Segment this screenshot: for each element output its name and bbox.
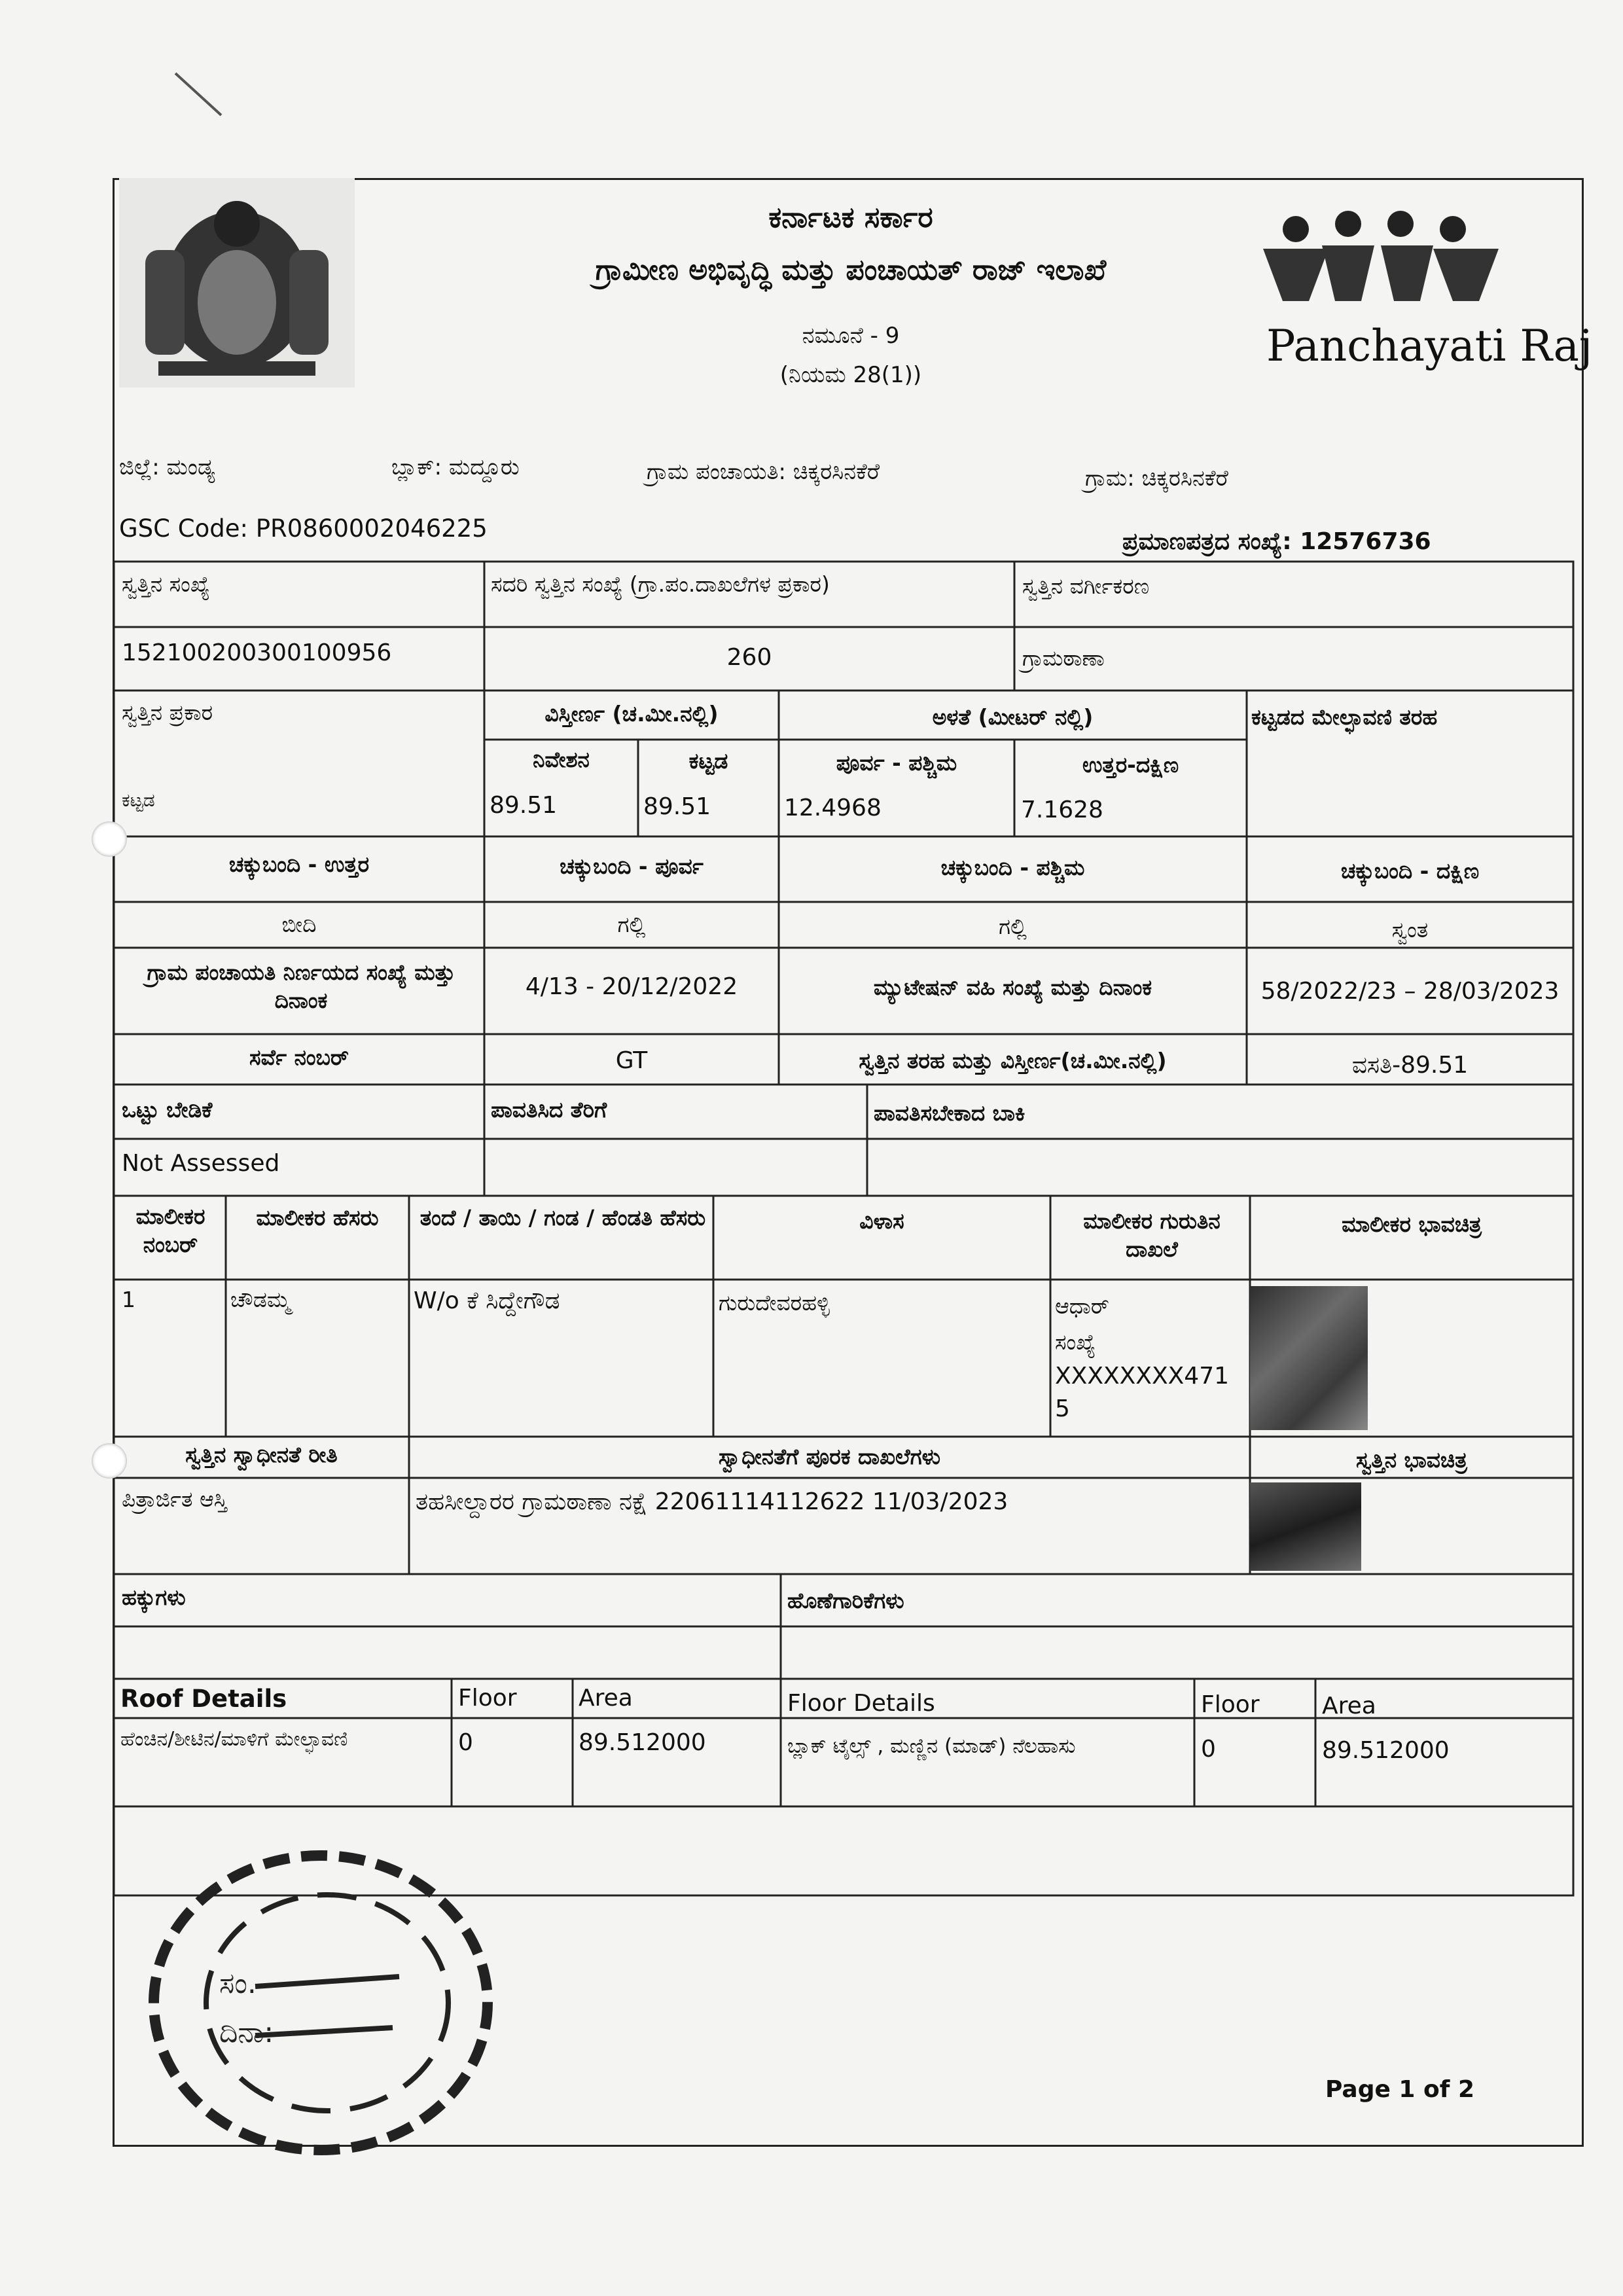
owner-number: 1 (122, 1287, 135, 1312)
boundary-east-header: ಚಕ್ಕುಬಂದಿ - ಪೂರ್ವ (560, 853, 704, 879)
property-classification-header: ಸ್ವತ್ತಿನ ವರ್ಗೀಕರಣ (1022, 573, 1150, 599)
boundary-north-header: ಚಕ್ಕುಬಂದಿ - ಉತ್ತರ (228, 852, 370, 877)
mutation-number: 58/2022/23 – 28/03/2023 (1260, 978, 1560, 1005)
gp-resolution-header: ಗ್ರಾಮ ಪಂಚಾಯತಿ ನಿರ್ಣಯದ ಸಂಖ್ಯೆ ಮತ್ತು ದಿನಾಂಕ (147, 960, 455, 1013)
boundary-north: ಬೀದಿ (281, 912, 317, 937)
property-classification: ಗ್ರಾಮಠಾಣಾ (1022, 645, 1105, 671)
roof-area-header: Area (579, 1685, 633, 1712)
boundary-south: ಸ್ವಂತ (1391, 917, 1429, 942)
property-type: ಕಟ್ಟಡ (122, 789, 155, 811)
property-number-header: ಸ್ವತ್ತಿನ ಸಂಖ್ಯೆ (122, 571, 210, 597)
possession-method: ಪಿತ್ರಾರ್ಜಿತ ಆಸ್ತಿ (122, 1486, 228, 1512)
block: ಬ್ಲಾಕ್: ಮದ್ದೂರು (391, 454, 520, 480)
floor-floor: 0 (1201, 1736, 1216, 1763)
owner-name-header: ಮಾಲೀಕರ ಹೆಸರು (256, 1205, 379, 1230)
owner-photo (1250, 1286, 1368, 1430)
roof-area: 89.512000 (579, 1729, 706, 1756)
gp-property-number: 260 (726, 644, 772, 671)
svg-text:ಸಂ.: ಸಂ. (219, 1967, 257, 2000)
building-area: 89.51 (643, 793, 711, 820)
total-demand: Not Assessed (122, 1150, 280, 1177)
owner-number-header: ಮಾಲೀಕರ ನಂಬರ್ (135, 1204, 205, 1257)
property-photo (1250, 1482, 1361, 1571)
floor-detail: ಬ್ಲಾಕ್ ಟೈಲ್ಸ್ , ಮಣ್ಣಿನ (ಮಾಡ್) ನೆಲಹಾಸು (787, 1734, 1076, 1758)
boundary-east: ಗಲ್ಲಿ (617, 912, 646, 937)
id-doc-type: ಆಧಾರ್ (1055, 1293, 1109, 1319)
gp-property-number-header: ಸದರಿ ಸ್ವತ್ತಿನ ಸಂಖ್ಯೆ (ಗ್ರಾ.ಪಂ.ದಾಖಲೆಗಳ ಪ್ರಕಾರ) (491, 571, 830, 597)
boundary-west: ಗಲ್ಲಿ (999, 914, 1027, 939)
paid-tax-header: ಪಾವತಿಸಿದ ತೆರಿಗೆ (491, 1097, 607, 1122)
north-south-header: ಉತ್ತರ-ದಕ್ಷಿಣ (1082, 752, 1179, 778)
floor-details-header: Floor Details (787, 1690, 935, 1717)
site-area: 89.51 (490, 792, 558, 819)
hole-punch (92, 1443, 127, 1479)
id-doc-number: XXXXXXXX471 (1055, 1363, 1230, 1390)
department-title: ಗ್ರಾಮೀಣ ಅಭಿವೃದ್ಧಿ ಮತ್ತು ಪಂಚಾಯತ್ ರಾಜ್ ಇಲಾಖೆ (595, 253, 1107, 287)
possession-docs-header: ಸ್ವಾಧೀನತೆಗೆ ಪೂರಕ ದಾಖಲೆಗಳು (718, 1444, 941, 1469)
address-header: ವಿಳಾಸ (859, 1208, 904, 1234)
svg-text:ದಿನಾ:: ದಿನಾ: (219, 2016, 274, 2049)
site-area-header: ನಿವೇಶನ (533, 747, 590, 772)
owner-address: ಗುರುದೇವರಹಳ್ಳಿ (719, 1290, 830, 1316)
id-doc-label: ಸಂಖ್ಯೆ (1055, 1329, 1096, 1355)
survey-number: GT (615, 1047, 648, 1074)
gram-panchayat: ಗ್ರಾಮ ಪಂಚಾಯತಿ: ಚಿಕ್ಕರಸಿನಕೆರೆ (647, 459, 880, 485)
roof-details-header: Roof Details (120, 1685, 287, 1713)
property-kind: ವಸತಿ-89.51 (1351, 1052, 1469, 1079)
hole-punch (92, 821, 127, 857)
mutation-header: ಮ್ಯುಟೇಷನ್ ವಹಿ ಸಂಖ್ಯೆ ಮತ್ತು ದಿನಾಂಕ (873, 975, 1152, 1000)
rule-number: (ನಿಯಮ 28(1)) (779, 362, 922, 388)
liabilities-header: ಹೊಣೆಗಾರಿಕೆಗಳು (787, 1588, 904, 1613)
certificate-number: ಪ್ರಮಾಣಪತ್ರದ ಸಂಖ್ಯೆ: 12576736 (1122, 528, 1431, 555)
east-west-header: ಪೂರ್ವ - ಪಶ್ಚಿಮ (836, 750, 957, 776)
relation-name: W/o ಕೆ ಸಿದ್ದೇಗೌಡ (414, 1287, 560, 1314)
district: ಜಿಲ್ಲೆ: ಮಂಡ್ಯ (119, 454, 215, 480)
property-kind-header: ಸ್ವತ್ತಿನ ತರಹ ಮತ್ತು ವಿಸ್ತೀರ್ಣ(ಚ.ಮೀ.ನಲ್ಲಿ) (859, 1048, 1167, 1073)
rights-header: ಹಕ್ಕುಗಳು (122, 1585, 186, 1610)
government-title: ಕರ್ನಾಟಕ ಸರ್ಕಾರ (768, 201, 933, 234)
possession-method-header: ಸ್ವತ್ತಿನ ಸ್ವಾಧೀನತೆ ರೀತಿ (185, 1442, 338, 1467)
panchayati-raj-logo-text: Panchayati Raj (1266, 321, 1593, 371)
total-demand-header: ಒಟ್ಟು ಬೇಡಿಕೆ (122, 1097, 213, 1122)
id-doc-number-tail: 5 (1055, 1395, 1070, 1422)
property-type-header: ಸ್ವತ್ತಿನ ಪ್ರಕಾರ (122, 700, 213, 725)
survey-number-header: ಸರ್ವೆ ನಂಬರ್ (249, 1045, 349, 1070)
property-number: 152100200300100956 (122, 639, 392, 666)
owner-photo-header: ಮಾಲೀಕರ ಭಾವಚಿತ್ರ (1342, 1211, 1482, 1237)
roof-floor: 0 (458, 1729, 473, 1756)
floor-floor-header: Floor (1201, 1691, 1260, 1718)
possession-docs: ತಹಸೀಲ್ದಾರರ ಗ್ರಾಮಠಾಣಾ ನಕ್ಷೆ 22061114112622 11/03/2023 (416, 1488, 1008, 1515)
area-header: ವಿಸ್ತೀರ್ಣ (ಚ.ಮೀ.ನಲ್ಲಿ) (544, 701, 719, 726)
boundary-west-header: ಚಕ್ಕುಬಂದಿ - ಪಶ್ಚಿಮ (940, 855, 1085, 880)
official-seal-stamp-icon (144, 1846, 497, 2160)
roof-detail: ಹೆಂಚಿನ/ಶೀಟಿನ/ಮಾಳಿಗೆ ಮೇಲ್ಛಾವಣಿ (120, 1728, 348, 1751)
balance-due-header: ಪಾವತಿಸಬೇಕಾದ ಬಾಕಿ (874, 1100, 1026, 1126)
page-number: Page 1 of 2 (1325, 2076, 1474, 2103)
owner-name: ಚೌಡಮ್ಮ (230, 1287, 291, 1312)
gp-resolution: 4/13 - 20/12/2022 (525, 973, 738, 1000)
dimension-header: ಅಳತೆ (ಮೀಟರ್ ನಲ್ಲಿ) (932, 704, 1094, 730)
building-area-header: ಕಟ್ಟಡ (688, 748, 728, 774)
gsc-code: GSC Code: PR0860002046225 (119, 514, 488, 543)
owner-id-header: ಮಾಲೀಕರ ಗುರುತಿನ ದಾಖಲೆ (1083, 1208, 1221, 1262)
village: ಗ್ರಾಮ: ಚಿಕ್ಕರಸಿನಕೆರೆ (1085, 465, 1228, 492)
relation-name-header: ತಂದೆ / ತಾಯಿ / ಗಂಡ / ಹೆಂಡತಿ ಹೆಸರು (419, 1205, 706, 1230)
form-number: ನಮೂನೆ - 9 (802, 323, 900, 349)
floor-area-header: Area (1322, 1693, 1376, 1719)
north-south-length: 7.1628 (1021, 797, 1103, 823)
east-west-length: 12.4968 (784, 795, 882, 821)
boundary-south-header: ಚಕ್ಕುಬಂದಿ - ದಕ್ಷಿಣ (1340, 858, 1480, 884)
roof-floor-header: Floor (458, 1685, 517, 1712)
floor-area: 89.512000 (1322, 1737, 1450, 1764)
roof-type-header: ಕಟ್ಟಡದ ಮೇಲ್ಛಾವಣಿ ತರಹ (1251, 704, 1438, 730)
property-photo-header: ಸ್ವತ್ತಿನ ಭಾವಚಿತ್ರ (1356, 1447, 1467, 1473)
